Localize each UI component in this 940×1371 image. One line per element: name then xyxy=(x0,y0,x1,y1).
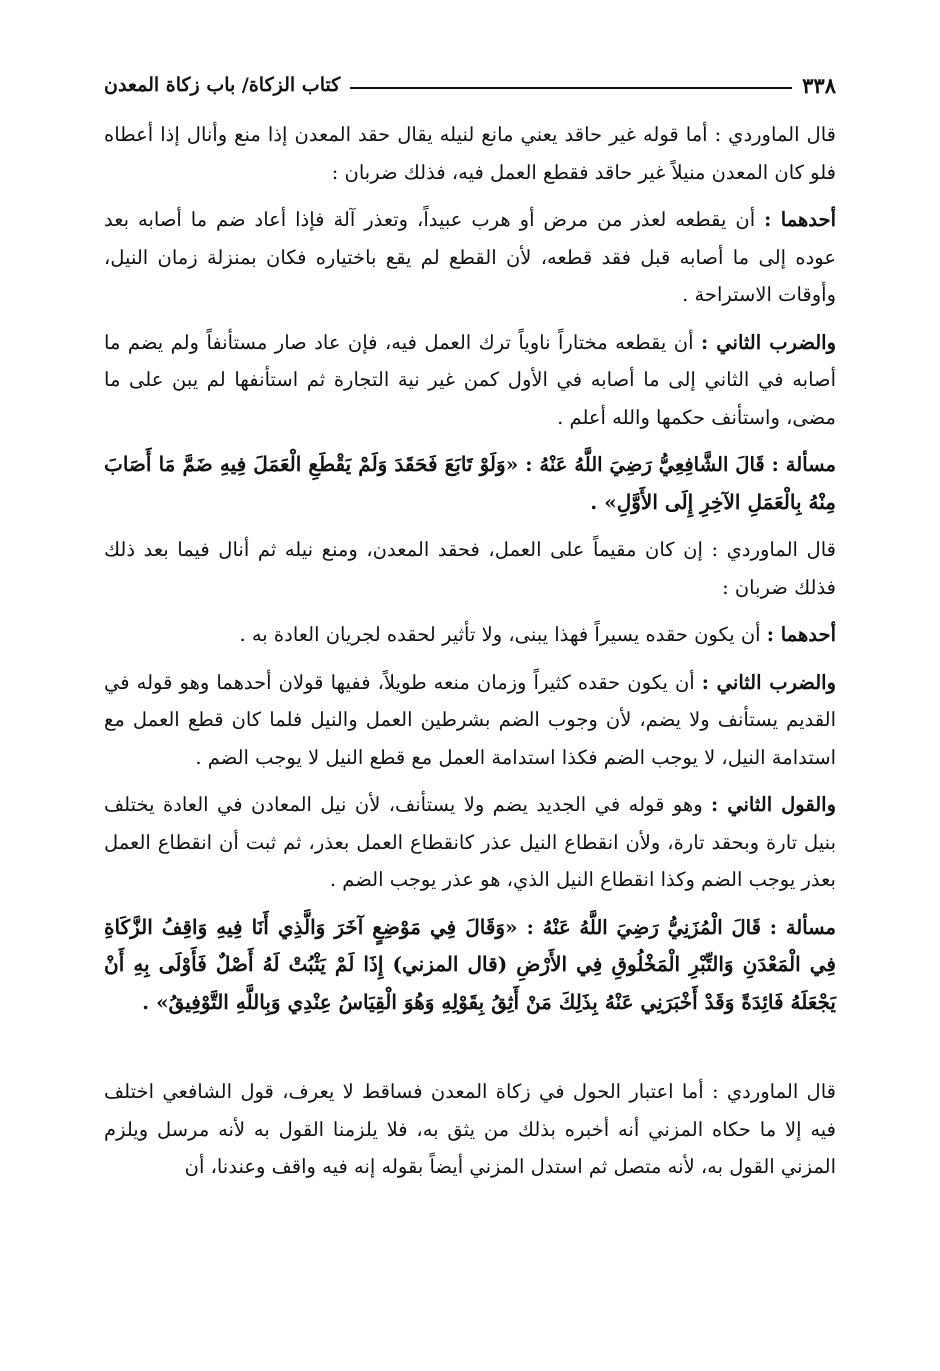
paragraph-mawardi-1 xyxy=(104,116,836,191)
paragraph-text: وهو قوله في الجديد يضم ولا يستأنف، لأن نيل المعادن في العادة يختلف بنيل تارة وبحقد تارة، ولأن انقطاع النيل عذر كانقطاع العمل بعذر، ثم ثبت أن انقطاع العمل بعذر يوجب الضم وكذا انقطاع النيل الذي، هو عذر يوجب الضم . xyxy=(104,793,836,891)
paragraph-lead: والقول الثاني : xyxy=(711,793,837,816)
masala-shafii xyxy=(104,446,836,521)
page-number: ٣٣٨ xyxy=(802,72,836,98)
masala-muzani xyxy=(104,909,836,1022)
masala-lead: مسألة : قَالَ الشَّافِعِيُّ رَضِيَ اللَّهُ عَنْهُ : xyxy=(525,453,836,476)
paragraph-lead: أحدهما : xyxy=(764,208,836,231)
chapter-title: كتاب الزكاة/ باب زكاة المعدن xyxy=(104,74,341,96)
paragraph-mawardi-3 xyxy=(104,1073,836,1186)
paragraph-text: أن يكون حقده كثيراً وزمان منعه طويلاً، ففيها قولان أحدهما وهو قوله في القديم يستأنف ولا يضم، لأن وجوب الضم بشرطين العمل والنيل فلما كان قطع العمل مع استدامة النيل، لا يوجب الضم فكذا استدامة العمل مع قطع النيل لا يوجب الضم . xyxy=(104,670,836,769)
paragraph-text: قال الماوردي : أما اعتبار الحول في زكاة المعدن فساقط لا يعرف، قول الشافعي اختلف فيه إلا ما حكاه المزني أنه أخبره بذلك من يثق به، فلا يلزمنا القول به لأنه مرسل ويلزم المزني القول به، لأنه متصل ثم استدل المزني أيضاً بقوله إنه فيه واقف وعندنا، أن xyxy=(104,1080,836,1178)
masala-quote: «وَلَوْ تَابَعَ فَحَقَدَ وَلَمْ يَقْطَعِ الْعَمَلَ فِيهِ ضَمَّ مَا أَصَابَ مِنْهُ بِالْعَمَلِ الآخِرِ إِلَى الأَوَّلِ» . xyxy=(104,452,836,514)
section-gap xyxy=(104,1031,836,1073)
masala-lead: مسألة : قَالَ الْمُزَنِيُّ رَضِيَ اللَّهُ عَنْهُ : xyxy=(526,915,836,939)
paragraph-text: أن يقطعه لعذر من مرض أو هرب عبيداً، وتعذر آلة فإذا أعاد ضم ما أصابه بعد عوده إلى ما أصابه قبل فقد قطعه، لأن القطع لم يقع باختياره فكان بمنزلة زمان النيل، وأوقات الاستراحة . xyxy=(104,208,836,306)
paragraph-lead: أحدهما : xyxy=(766,623,836,646)
header-rule xyxy=(350,87,792,89)
paragraph-first-case xyxy=(104,616,836,654)
paragraph-mawardi-2 xyxy=(104,531,836,606)
page-body xyxy=(104,116,836,1196)
masala-quote: «وَقَالَ فِي مَوْضِعٍ آخَرَ وَالَّذِي أَنَا فِيهِ وَاقِفُ الزَّكَاةِ فِي الْمَعْدَنِ وَالتِّبْرِ الْمَخْلُوقِ فِي الأَرْضِ (قال المزني) إِذَا لَمْ يَثْبُتْ لَهُ أَصْلٌ فَأَوْلَى بِهِ أَنْ يَجْعَلَهُ فَائِدَةً وَقَدْ أَخْبَرَنِي عَنْهُ بِذَلِكَ مَنْ أَثِقُ بِقَوْلِهِ وَهُوَ الْقِيَاسُ عِنْدِي وَبِاللَّهِ التَّوْفِيقُ» . xyxy=(104,914,836,1014)
paragraph-text: قال الماوردي : إن كان مقيماً على العمل، فحقد المعدن، ومنع نيله ثم أنال فيما بعد ذلك فذلك ضربان : xyxy=(104,538,836,599)
paragraph-text: قال الماوردي : أما قوله غير حاقد يعني مانع لنيله يقال حقد المعدن إذا منع وأنال إذا أعطاه فلو كان المعدن منيلاً غير حاقد فقطع العمل فيه، فذلك ضربان : xyxy=(104,123,836,184)
running-header xyxy=(104,68,836,102)
paragraph-lead: والضرب الثاني : xyxy=(701,330,836,354)
paragraph-second-case xyxy=(104,664,836,777)
paragraph-lead: والضرب الثاني : xyxy=(701,670,836,694)
paragraph-second-type xyxy=(104,324,836,437)
paragraph-first-type xyxy=(104,201,836,314)
paragraph-second-opinion xyxy=(104,786,836,899)
paragraph-text: أن يقطعه مختاراً ناوياً ترك العمل فيه، فإن عاد صار مستأنفاً ولم يضم ما أصابه في الثاني إلى ما أصابه في الأول كمن غير نية التجارة ثم استأنفها لم يبن على ما مضى، واستأنف حكمها والله أعلم . xyxy=(104,330,836,429)
paragraph-text: أن يكون حقده يسيراً فهذا يبنى، ولا تأثير لحقده لجريان العادة به . xyxy=(239,623,767,646)
